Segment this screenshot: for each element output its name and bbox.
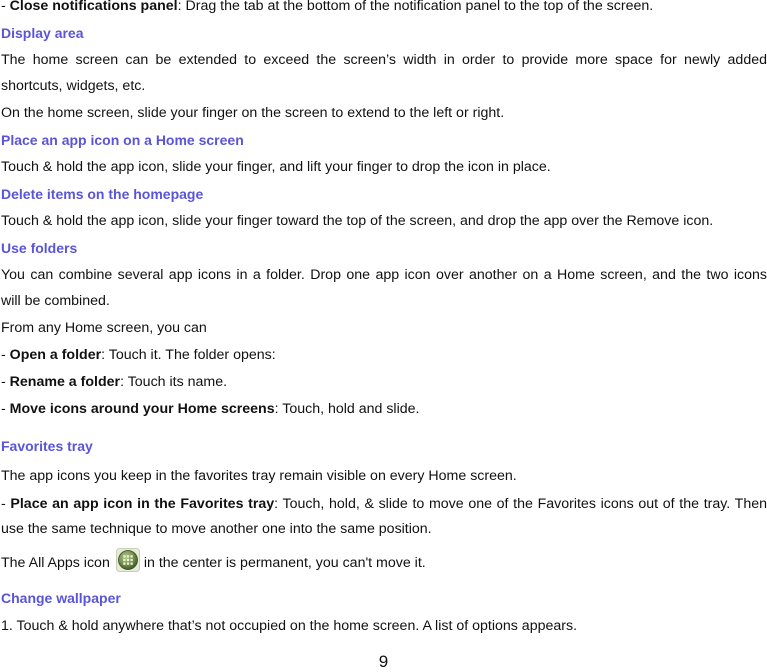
item-description: : Touch its name. (120, 374, 228, 390)
item-prefix: - (1, 0, 10, 14)
display-area-text-line1: The home screen can be extended to exceed the screen’s width in order to provide more space for newly added (1, 52, 767, 68)
all-apps-icon (116, 548, 140, 572)
item-prefix: - (1, 374, 10, 390)
item-description: : Touch it. The folder opens: (101, 347, 276, 363)
favorites-tray-text: The app icons you keep in the favorites tray remain visible on every Home screen. (1, 468, 517, 484)
item-description: : Touch, hold and slide. (274, 401, 420, 417)
close-panel-item (1, 0, 653, 15)
section-heading-delete-items: Delete items on the homepage (1, 186, 204, 202)
section-heading-change-wallpaper: Change wallpaper (1, 590, 121, 606)
display-area-text-line2: shortcuts, widgets, etc. (1, 78, 146, 94)
section-heading-display-area: Display area (1, 25, 84, 41)
list-item (1, 373, 227, 391)
all-apps-text-after: in the center is permanent, you can't move it. (143, 555, 426, 571)
item-prefix: - (1, 401, 10, 417)
item-prefix: - (1, 347, 10, 363)
favorites-tray-item-line1 (1, 495, 767, 513)
use-folders-text-line2: will be combined. (1, 293, 110, 309)
item-prefix: - (1, 496, 11, 512)
item-description: : Drag the tab at the bottom of the notification panel to the top of the screen. (177, 0, 654, 14)
place-icon-text: Touch & hold the app icon, slide your finger, and lift your finger to drop the icon in place. (1, 159, 551, 175)
item-term: Close notifications panel (9, 0, 178, 14)
section-heading-place-icon: Place an app icon on a Home screen (1, 132, 244, 148)
list-item (1, 400, 419, 418)
all-apps-text-before: The All Apps icon (1, 555, 110, 571)
delete-items-text: Touch & hold the app icon, slide your finger toward the top of the screen, and drop the app over the Remove icon. (1, 213, 714, 229)
use-folders-text-line1: You can combine several app icons in a folder. Drop one app icon over another on a Home screen, and the two icons (1, 267, 767, 283)
item-term: Open a folder (9, 347, 102, 363)
item-term: Place an app icon in the Favorites tray (10, 496, 275, 512)
all-apps-line (1, 548, 426, 572)
change-wallpaper-step1: 1. Touch & hold anywhere that’s not occupied on the home screen. A list of options appears. (1, 618, 578, 634)
item-description: : Touch, hold, & slide to move one of the Favorites icons out of the tray. Then (274, 496, 767, 512)
section-heading-use-folders: Use folders (1, 240, 78, 256)
favorites-tray-item-line2: use the same technique to move another one into the same position. (1, 521, 432, 537)
list-item (1, 346, 276, 364)
section-heading-favorites-tray: Favorites tray (1, 438, 93, 454)
display-area-text-2: On the home screen, slide your finger on the screen to extend to the left or right. (1, 105, 505, 121)
item-term: Move icons around your Home screens (9, 401, 275, 417)
use-folders-intro: From any Home screen, you can (1, 320, 207, 336)
item-term: Rename a folder (9, 374, 121, 390)
page-number: 9 (378, 652, 389, 671)
